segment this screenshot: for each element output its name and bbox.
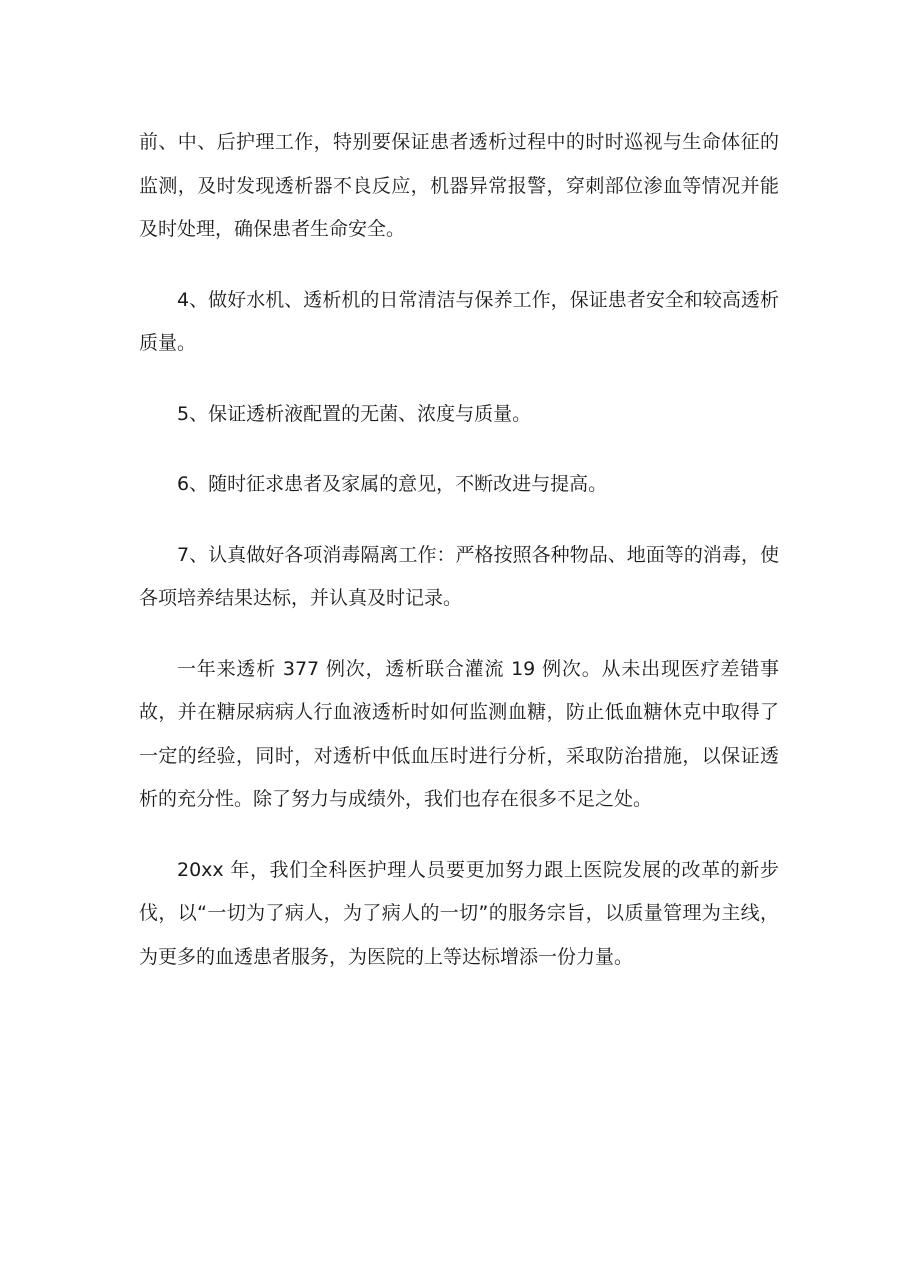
paragraph-item-4: 4、做好水机、透析机的日常清洁与保养工作，保证患者安全和较高透析质量。 (139, 288, 779, 354)
paragraph-next-year-plan: 20xx 年，我们全科医护理人员要更加努力跟上医院发展的改革的新步伐，以“一切为了病人，为了病人的一切”的服务宗旨，以质量管理为主线，为更多的血透患者服务，为医院的上等达标增添一份力量。 (139, 858, 779, 968)
paragraph-annual-summary: 一年来透析 377 例次，透析联合灌流 19 例次。从未出现医疗差错事故，并在糖尿病病人行血液透析时如何监测血糖，防止低血糖休克中取得了一定的经验，同时，对透析中低血压时进行分析，采取防治措施，以保证透析的充分性。除了努力与成绩外，我们也存在很多不足之处。 (139, 657, 779, 810)
paragraph-nursing-monitoring: 前、中、后护理工作，特别要保证患者透析过程中的时时巡视与生命体征的监测，及时发现透析器不良反应，机器异常报警，穿刺部位渗血等情况并能及时处理，确保患者生命安全。 (139, 131, 779, 240)
paragraph-item-6: 6、随时征求患者及家属的意见，不断改进与提高。 (177, 473, 608, 495)
document-body (139, 121, 779, 1006)
paragraph-item-7: 7、认真做好各项消毒隔离工作：严格按照各种物品、地面等的消毒，使各项培养结果达标，并认真及时记录。 (139, 543, 779, 609)
paragraph-item-5: 5、保证透析液配置的无菌、浓度与质量。 (177, 402, 532, 425)
